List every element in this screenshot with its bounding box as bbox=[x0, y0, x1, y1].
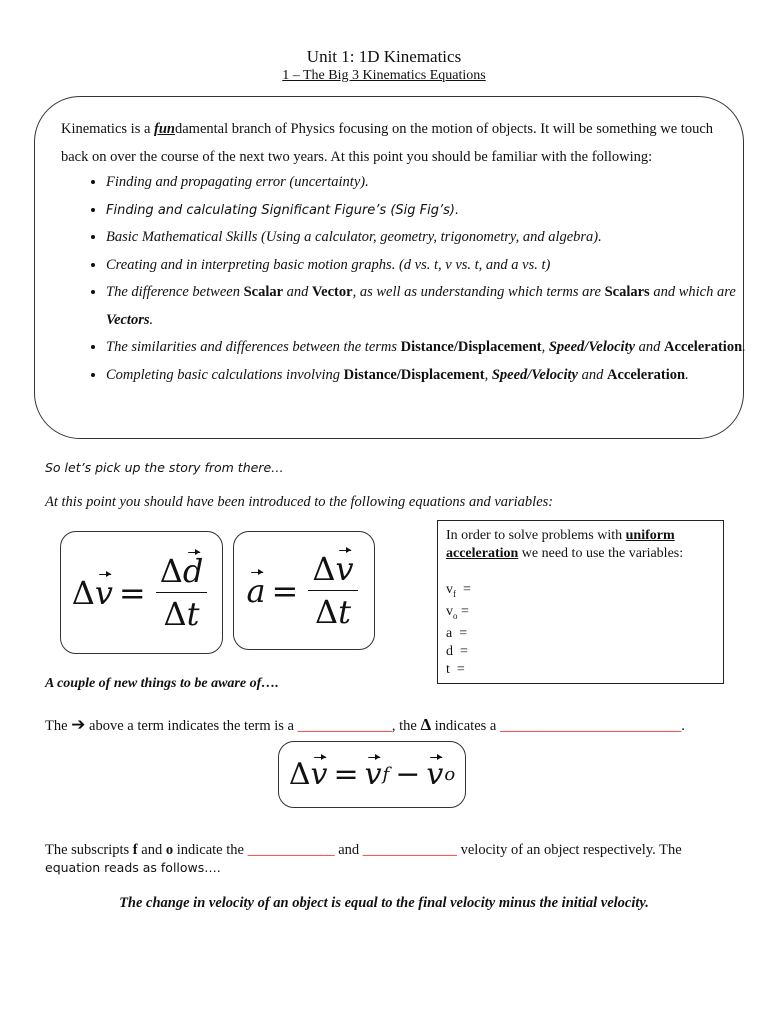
equals-sign: = bbox=[118, 573, 146, 612]
equals-sign: = bbox=[460, 643, 468, 659]
velocity-equation bbox=[72, 552, 212, 633]
vector-v: v bbox=[310, 757, 328, 792]
bullet-text: . bbox=[149, 311, 154, 328]
equals-sign: = bbox=[333, 757, 359, 792]
subscript-f: f bbox=[382, 764, 390, 785]
list-item bbox=[446, 625, 715, 643]
bold-uniform: uniform bbox=[625, 528, 675, 543]
notation-text: , the bbox=[391, 718, 421, 734]
list-item bbox=[446, 603, 715, 625]
bold-o: o bbox=[165, 842, 174, 858]
notation-text: indicates a bbox=[431, 718, 500, 734]
var-sub: f bbox=[453, 588, 456, 599]
delta-symbol: Δ bbox=[159, 552, 183, 590]
intro-text-post: damental branch of Physics focusing on the motion of objects. It will be something we touch back on over the course of the next two years. At this point you should be familiar with the following: bbox=[61, 121, 714, 165]
var-t: t bbox=[446, 661, 450, 677]
intro-fun-highlight: fun bbox=[154, 121, 175, 137]
bullet-text: The similarities and differences between the terms bbox=[106, 339, 401, 355]
time-symbol: t bbox=[338, 593, 351, 631]
bullet-text: and bbox=[635, 339, 665, 355]
velocity-equation-box bbox=[60, 531, 223, 654]
equals-sign: = bbox=[456, 661, 465, 677]
bullet-text: . bbox=[685, 366, 689, 383]
delta-symbol: Δ bbox=[288, 757, 311, 792]
prerequisite-list bbox=[78, 169, 756, 389]
delta-symbol: Δ bbox=[312, 550, 336, 588]
conclusion-statement: The change in velocity of an object is equal to the final velocity minus the initial velocity. bbox=[119, 895, 649, 911]
vector-v: v bbox=[94, 573, 113, 612]
delta-symbol: Δ bbox=[163, 595, 187, 633]
notation-line bbox=[45, 715, 735, 735]
vector-v-final: v bbox=[364, 757, 382, 792]
fill-in-blank[interactable]: ____________ bbox=[247, 842, 335, 858]
lesson-subtitle: 1 – The Big 3 Kinematics Equations bbox=[282, 68, 486, 83]
minus-sign: − bbox=[395, 757, 421, 792]
bold-term: Scalar bbox=[243, 284, 284, 300]
delta-velocity-equation-box bbox=[278, 741, 466, 808]
bullet-text: and bbox=[577, 366, 607, 383]
equals-sign: = bbox=[271, 571, 299, 610]
bullet-motion-graphs: Creating and in interpreting basic motion graphs. (d vs. t, v vs. t, and a vs. t) bbox=[106, 256, 551, 273]
delta-velocity-equation bbox=[289, 757, 455, 792]
list-item bbox=[106, 334, 756, 362]
notation-text: above a term indicates the term is a bbox=[85, 718, 298, 734]
var-a: a bbox=[446, 625, 453, 641]
bullet-error: Finding and propagating error (uncertainty). bbox=[106, 174, 369, 190]
bold-term: Acceleration bbox=[664, 339, 743, 355]
bold-term: Distance/Displacement bbox=[400, 339, 542, 355]
acceleration-equation-box bbox=[233, 531, 375, 650]
intro-paragraph bbox=[61, 116, 731, 171]
bold-term: Speed/Velocity bbox=[548, 339, 636, 355]
story-line: So let’s pick up the story from there… bbox=[45, 460, 284, 475]
bold-term: Distance/Displacement bbox=[343, 366, 485, 383]
list-item bbox=[106, 169, 756, 197]
list-item bbox=[106, 197, 756, 225]
list-item bbox=[446, 643, 715, 661]
var-v: v bbox=[446, 603, 453, 619]
fraction bbox=[308, 550, 357, 631]
bullet-text: and which are bbox=[649, 284, 736, 300]
list-item bbox=[106, 279, 756, 334]
bold-term: Speed/Velocity bbox=[491, 366, 578, 383]
bold-f: f bbox=[132, 842, 138, 858]
list-item bbox=[446, 661, 715, 679]
bullet-math-skills: Basic Mathematical Skills (Using a calculator, geometry, trigonometry, and algebra). bbox=[106, 229, 602, 245]
fraction-numerator bbox=[156, 552, 208, 593]
fraction-numerator bbox=[308, 550, 357, 591]
var-sub: o bbox=[453, 610, 458, 621]
bold-term: Vector bbox=[312, 284, 353, 300]
bullet-text: , bbox=[484, 366, 492, 383]
delta-symbol: Δ bbox=[314, 593, 339, 631]
variable-list bbox=[446, 581, 715, 679]
vector-a: a bbox=[246, 571, 266, 610]
bullet-text: . bbox=[742, 339, 746, 355]
intro-text-pre: Kinematics is a bbox=[61, 121, 155, 137]
bullet-text: and bbox=[283, 284, 313, 300]
bold-term: Acceleration bbox=[606, 366, 686, 383]
list-item bbox=[106, 224, 756, 252]
list-item bbox=[106, 362, 756, 390]
fill-in-blank[interactable]: _____________ bbox=[297, 718, 392, 734]
fraction-denominator bbox=[160, 593, 204, 633]
bold-term: Scalars bbox=[604, 284, 650, 300]
fill-in-blank[interactable]: _________________________ bbox=[499, 718, 682, 734]
bullet-text: The difference between bbox=[106, 284, 244, 300]
bullet-text: , as well as understanding which terms are bbox=[352, 284, 605, 300]
bullet-text: Completing basic calculations involving bbox=[106, 366, 344, 383]
var-d: d bbox=[446, 643, 453, 659]
subs-text: The subscripts bbox=[45, 842, 133, 858]
fraction-denominator bbox=[311, 591, 355, 631]
vector-v: v bbox=[335, 550, 354, 588]
subs-text: and bbox=[334, 842, 363, 858]
time-symbol: t bbox=[186, 595, 200, 633]
subs-text: and bbox=[137, 842, 166, 858]
subs-text: indicate the bbox=[173, 842, 248, 858]
subscript-o: o bbox=[444, 764, 456, 785]
equals-sign: = bbox=[463, 582, 471, 597]
bullet-sig-figs: Finding and calculating Significant Figure’s (Sig Fig’s). bbox=[106, 202, 460, 218]
subs-text: velocity of an object respectively. The bbox=[457, 842, 682, 858]
vector-d: d bbox=[182, 552, 204, 590]
fraction bbox=[156, 552, 208, 633]
equals-sign: = bbox=[459, 625, 468, 641]
list-item bbox=[446, 581, 715, 603]
subscripts-paragraph bbox=[45, 841, 735, 877]
delta-symbol: Δ bbox=[420, 715, 432, 734]
bold-acceleration: acceleration bbox=[446, 546, 519, 561]
heading-text: In order to solve problems with bbox=[446, 528, 626, 543]
bullet-text: , bbox=[541, 339, 549, 355]
acceleration-equation bbox=[246, 550, 361, 631]
notation-text: The bbox=[45, 718, 72, 734]
notation-text: . bbox=[681, 718, 685, 734]
delta-symbol: Δ bbox=[71, 573, 95, 612]
fill-in-blank[interactable]: _____________ bbox=[362, 842, 457, 858]
aware-heading: A couple of new things to be aware of…. bbox=[45, 676, 279, 691]
subs-tail: equation reads as follows…. bbox=[45, 860, 221, 875]
list-item bbox=[106, 252, 756, 280]
right-arrow-icon: ➔ bbox=[71, 715, 86, 735]
variables-heading bbox=[446, 527, 715, 563]
variables-box bbox=[437, 520, 724, 684]
heading-text: we need to use the variables: bbox=[518, 546, 684, 561]
var-v: v bbox=[446, 582, 453, 597]
vector-v-initial: v bbox=[426, 757, 444, 792]
equations-intro: At this point you should have been introduced to the following equations and variables: bbox=[45, 494, 554, 510]
bold-term: Vectors bbox=[106, 311, 150, 328]
unit-title: Unit 1: 1D Kinematics bbox=[306, 47, 462, 66]
equals-sign: = bbox=[461, 603, 469, 619]
